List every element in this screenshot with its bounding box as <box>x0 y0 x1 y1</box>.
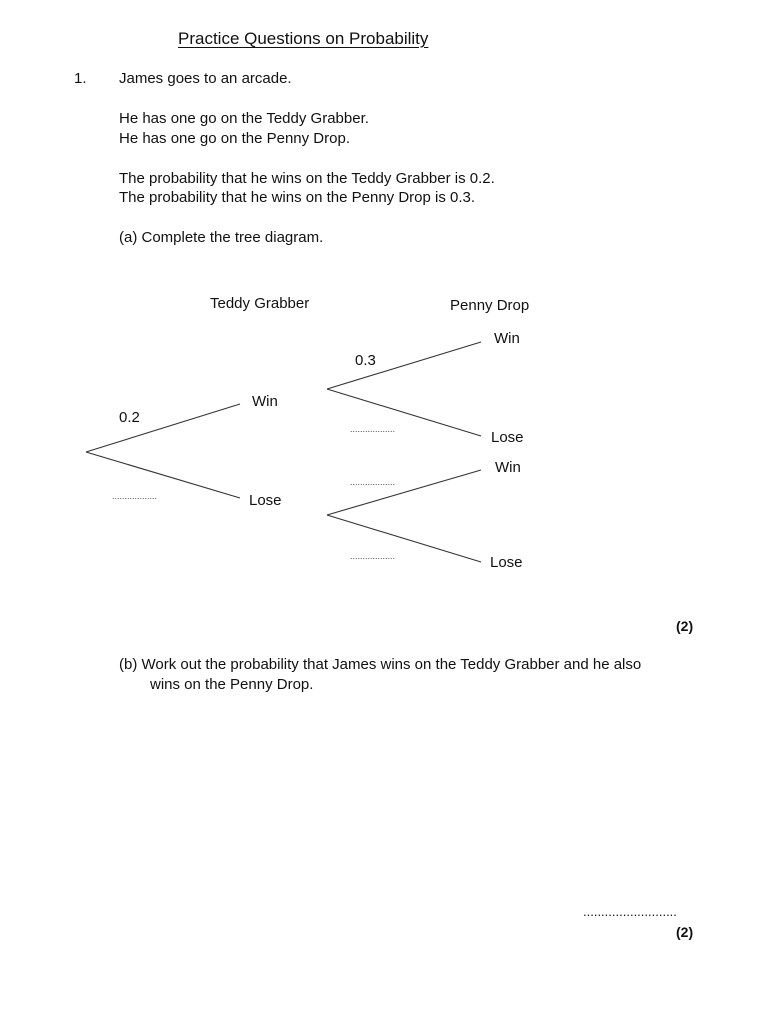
blank-second-lose-2[interactable]: .................. <box>350 551 396 561</box>
part-b-line-2: wins on the Penny Drop. <box>150 676 314 693</box>
tree-header-teddy-grabber: Teddy Grabber <box>210 295 310 312</box>
label-outcome-win-1: Win <box>494 330 520 347</box>
branch-first-lose <box>86 452 240 498</box>
question-line-2: He has one go on the Penny Drop. <box>119 130 350 147</box>
question-number: 1. <box>74 70 87 87</box>
answer-line[interactable]: .......................... <box>583 904 677 919</box>
blank-second-win-2[interactable]: .................. <box>350 477 396 487</box>
blank-second-lose-1[interactable]: .................. <box>350 424 396 434</box>
prob-second-win: 0.3 <box>355 352 376 369</box>
prob-first-win: 0.2 <box>119 409 140 426</box>
tree-header-penny-drop: Penny Drop <box>450 297 530 314</box>
question-line-4: The probability that he wins on the Penny Drop is 0.3. <box>119 189 476 206</box>
label-outcome-lose-1: Lose <box>491 429 524 446</box>
part-b-marks: (2) <box>676 924 694 940</box>
branch-win-win <box>327 342 481 389</box>
part-b-line-1: (b) Work out the probability that James wins on the Teddy Grabber and he also <box>119 656 642 673</box>
branch-first-win <box>86 404 240 452</box>
question-intro: James goes to an arcade. <box>119 70 292 87</box>
label-first-lose: Lose <box>249 492 282 509</box>
blank-first-lose[interactable]: .................. <box>112 491 158 501</box>
part-a-instruction: (a) Complete the tree diagram. <box>119 229 324 246</box>
part-a-marks: (2) <box>676 618 694 634</box>
page-title: Practice Questions on Probability <box>178 29 429 48</box>
question-line-3: The probability that he wins on the Teddy Grabber is 0.2. <box>119 170 495 187</box>
label-outcome-lose-2: Lose <box>490 554 523 571</box>
question-line-1: He has one go on the Teddy Grabber. <box>119 110 369 127</box>
label-first-win: Win <box>252 393 278 410</box>
label-outcome-win-2: Win <box>495 459 521 476</box>
